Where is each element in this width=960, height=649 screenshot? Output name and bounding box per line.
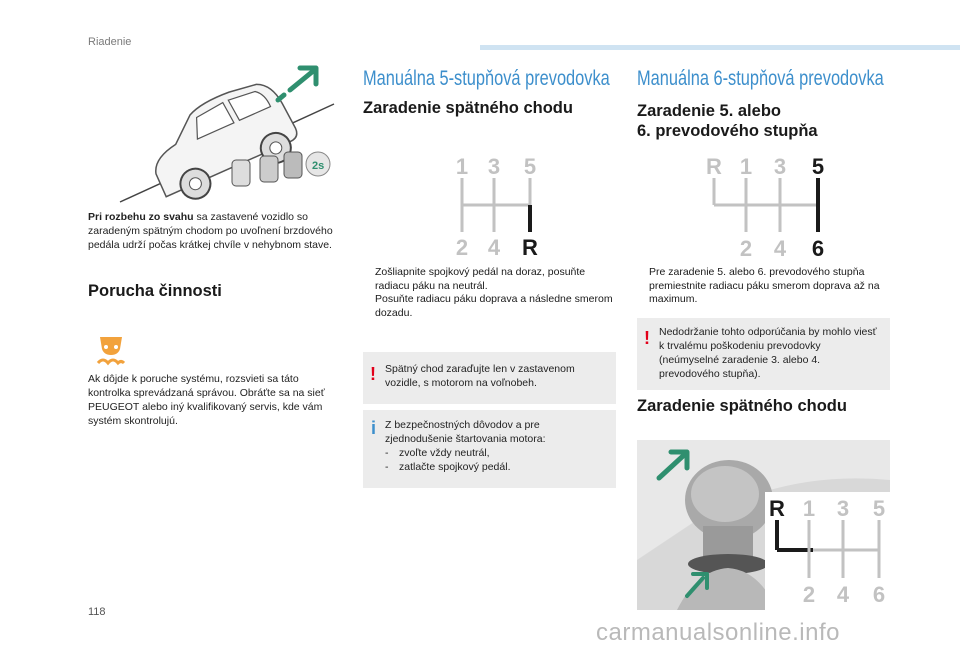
- warning-icon: !: [370, 364, 376, 384]
- list-item: [637, 266, 887, 307]
- gear-label-6: 6: [872, 582, 886, 607]
- watermark: carmanualsonline.info: [596, 619, 840, 646]
- list-item: [385, 446, 607, 460]
- hill-start-illustration: [112, 60, 336, 206]
- gear-label-4: 4: [836, 582, 850, 607]
- info-item-text: zatlačte spojkový pedál.: [399, 461, 511, 473]
- warning-note-text: Spätný chod zaraďujte len v zastavenom vozidle, s motorom na voľnobeh.: [385, 363, 575, 389]
- gear-diagram-5: [446, 150, 546, 260]
- col3-title: Manuálna 6-stupňová prevodovka: [637, 67, 884, 90]
- hill-start-bold: Pri rozbehu zo svahu: [88, 211, 194, 223]
- page-number: 118: [88, 606, 106, 618]
- gear-label-6: 6: [811, 236, 825, 261]
- arrow-up-right-icon: [278, 68, 316, 100]
- dash-mark: -: [385, 461, 389, 473]
- gear-label-r: R: [522, 235, 538, 260]
- list-item: [363, 266, 613, 293]
- col3-steps: [637, 266, 887, 307]
- info-note-intro: Z bezpečnostných dôvodov a pre zjednodušenie štartovania motora:: [385, 419, 546, 445]
- col2-subtitle: Zaradenie spätného chodu: [363, 99, 573, 117]
- gear-label-1: 1: [739, 154, 753, 179]
- warning-icon: !: [644, 328, 650, 348]
- gear-label-3: 3: [773, 154, 787, 179]
- gear-label-r: R: [769, 496, 785, 521]
- gear-label-1: 1: [455, 154, 469, 179]
- warning-note-text: Nedodržanie tohto odporúčania by mohlo viesť k trvalému poškodeniu prevodovky (neúmyselné zaradenie 3. alebo 4. prevodového stupňa).: [659, 326, 877, 380]
- gear-diagram-6: [700, 150, 830, 262]
- warning-note-box: [637, 318, 890, 390]
- gear-knob-photo: [637, 440, 890, 610]
- hill-start-paragraph: [88, 210, 338, 252]
- step-text: Posuňte radiacu páku doprava a následne smerom dozadu.: [375, 293, 613, 319]
- gear-label-5: 5: [523, 154, 537, 179]
- header-accent-bar: [480, 45, 960, 50]
- malfunction-paragraph: Ak dôjde k poruche systému, rozsvieti sa táto kontrolka sprevádzaná správou. Obráťte sa na sieť PEUGEOT alebo iný kvalifikovaný servis, kde vám systém skontrolujú.: [88, 373, 325, 427]
- col3-subtitle2: Zaradenie spätného chodu: [637, 397, 847, 415]
- info-note-text: [385, 418, 607, 474]
- step-text: Pre zaradenie 5. alebo 6. prevodového stupňa premiestnite radiacu páku smerom doprava až na maximum.: [649, 266, 880, 305]
- car-on-slope-icon: [112, 60, 336, 206]
- gear-label-3: 3: [487, 154, 501, 179]
- col3-subtitle-line1: Zaradenie 5. alebo: [637, 102, 781, 120]
- info-icon: i: [371, 418, 377, 438]
- col2-steps: [363, 266, 613, 320]
- warning-lamp-icon: [94, 333, 128, 367]
- section-tag: Riadenie: [88, 36, 132, 48]
- gear-label-4: 4: [487, 235, 501, 260]
- info-note-box: [363, 410, 616, 488]
- hill-start-text: sa zastavené vozidlo so zaradeným spätným chodom po uvoľnení brzdového pedála udrží počas krátkej chvíle v nehybnom stave.: [88, 211, 333, 251]
- malfunction-title: Porucha činnosti: [88, 282, 222, 300]
- col3-subtitle-line2: 6. prevodového stupňa: [637, 122, 818, 140]
- gear-label-r: R: [706, 154, 722, 179]
- gear-label-1: 1: [802, 496, 816, 521]
- step-text: Zošliapnite spojkový pedál na doraz, posuňte radiacu páku na neutrál.: [375, 266, 586, 292]
- gear-label-2: 2: [802, 582, 816, 607]
- svg-text:2s: 2s: [312, 160, 325, 172]
- col2-title: Manuálna 5-stupňová prevodovka: [363, 67, 610, 90]
- info-item-text: zvoľte vždy neutrál,: [399, 447, 490, 459]
- gear-label-2: 2: [455, 235, 469, 260]
- col3-subtitle: [637, 101, 818, 141]
- dash-mark: -: [385, 447, 389, 459]
- gear-label-4: 4: [773, 236, 787, 261]
- gear-label-2: 2: [739, 236, 753, 261]
- list-item: [385, 460, 607, 474]
- gear-label-5: 5: [811, 154, 825, 179]
- gear-label-5: 5: [872, 496, 886, 521]
- gear-label-3: 3: [836, 496, 850, 521]
- list-item: [363, 293, 613, 320]
- warning-note-box: [363, 352, 616, 404]
